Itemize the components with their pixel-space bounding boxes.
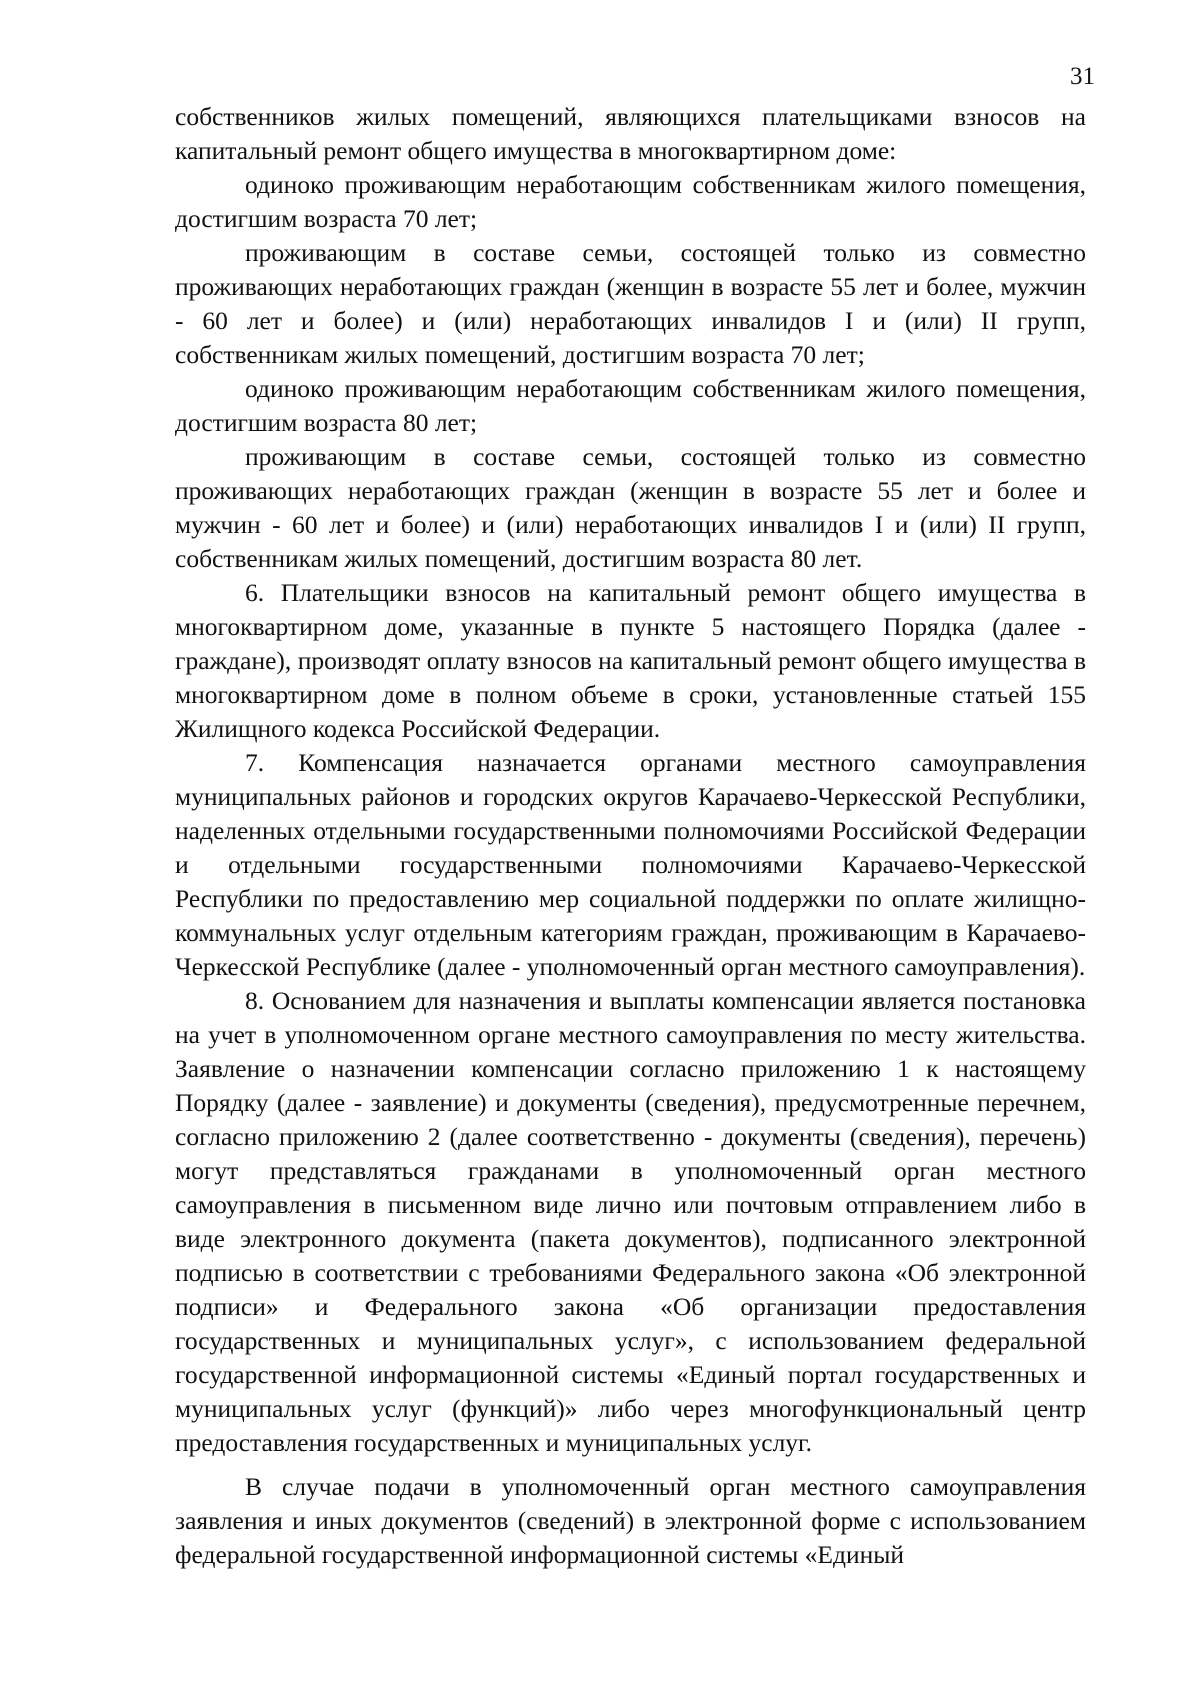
paragraph-clause-7: 7. Компенсация назначается органами местного самоуправления муниципальных районов и городских округов Карачаево-Черкесской Республики, наделенных отдельными государственными полномочиями Российской Федерации и отдельными государственными полномочиями Карачаево-Черкесской Республики по предоставлению мер социальной поддержки по оплате жилищно-коммунальных услуг отдельным категориям граждан, проживающим в Карачаево-Черкесской Республике (далее - уполномоченный орган местного самоуправления). bbox=[175, 748, 1086, 981]
page-number: 31 bbox=[1070, 63, 1095, 90]
paragraph-item-single-80: одиноко проживающим неработающим собственникам жилого помещения, достигшим возраста 80 лет; bbox=[175, 374, 1086, 437]
paragraph-electronic-submission: В случае подачи в уполномоченный орган местного самоуправления заявления и иных документов (сведений) в электронной форме с использованием федеральной государственной информационной системы «Единый bbox=[175, 1472, 1086, 1569]
paragraph-continuation: собственников жилых помещений, являющихся плательщиками взносов на капитальный ремонт общего имущества в многоквартирном доме: bbox=[175, 102, 1086, 165]
paragraph-item-single-70: одиноко проживающим неработающим собственникам жилого помещения, достигшим возраста 70 лет; bbox=[175, 170, 1086, 233]
paragraph-clause-8: 8. Основанием для назначения и выплаты компенсации является постановка на учет в уполномоченном органе местного самоуправления по месту жительства. Заявление о назначении компенсации согласно приложению 1 к настоящему Порядку (далее - заявление) и документы (сведения), предусмотренные перечнем, согласно приложению 2 (далее соответственно - документы (сведения), перечень) могут представляться гражданами в уполномоченный орган местного самоуправления в письменном виде лично или почтовым отправлением либо в виде электронного документа (пакета документов), подписанного электронной подписью в соответствии с требованиями Федерального закона «Об электронной подписи» и Федерального закона «Об организации предоставления государственных и муниципальных услуг», с использованием федеральной государственной информационной системы «Единый портал государственных и муниципальных услуг (функций)» либо через многофункциональный центр предоставления государственных и муниципальных услуг. bbox=[175, 986, 1086, 1457]
document-body bbox=[175, 100, 1086, 1572]
paragraph-item-family-70: проживающим в составе семьи, состоящей только из совместно проживающих неработающих граждан (женщин в возрасте 55 лет и более, мужчин - 60 лет и более) и (или) неработающих инвалидов I и (или) II групп, собственникам жилых помещений, достигшим возраста 70 лет; bbox=[175, 238, 1086, 369]
paragraph-clause-6: 6. Плательщики взносов на капитальный ремонт общего имущества в многоквартирном доме, указанные в пункте 5 настоящего Порядка (далее - граждане), производят оплату взносов на капитальный ремонт общего имущества в многоквартирном доме в полном объеме в сроки, установленные статьей 155 Жилищного кодекса Российской Федерации. bbox=[175, 578, 1086, 743]
paragraph-item-family-80: проживающим в составе семьи, состоящей только из совместно проживающих неработающих граждан (женщин в возрасте 55 лет и более и мужчин - 60 лет и более) и (или) неработающих инвалидов I и (или) II групп, собственникам жилых помещений, достигшим возраста 80 лет. bbox=[175, 442, 1086, 573]
